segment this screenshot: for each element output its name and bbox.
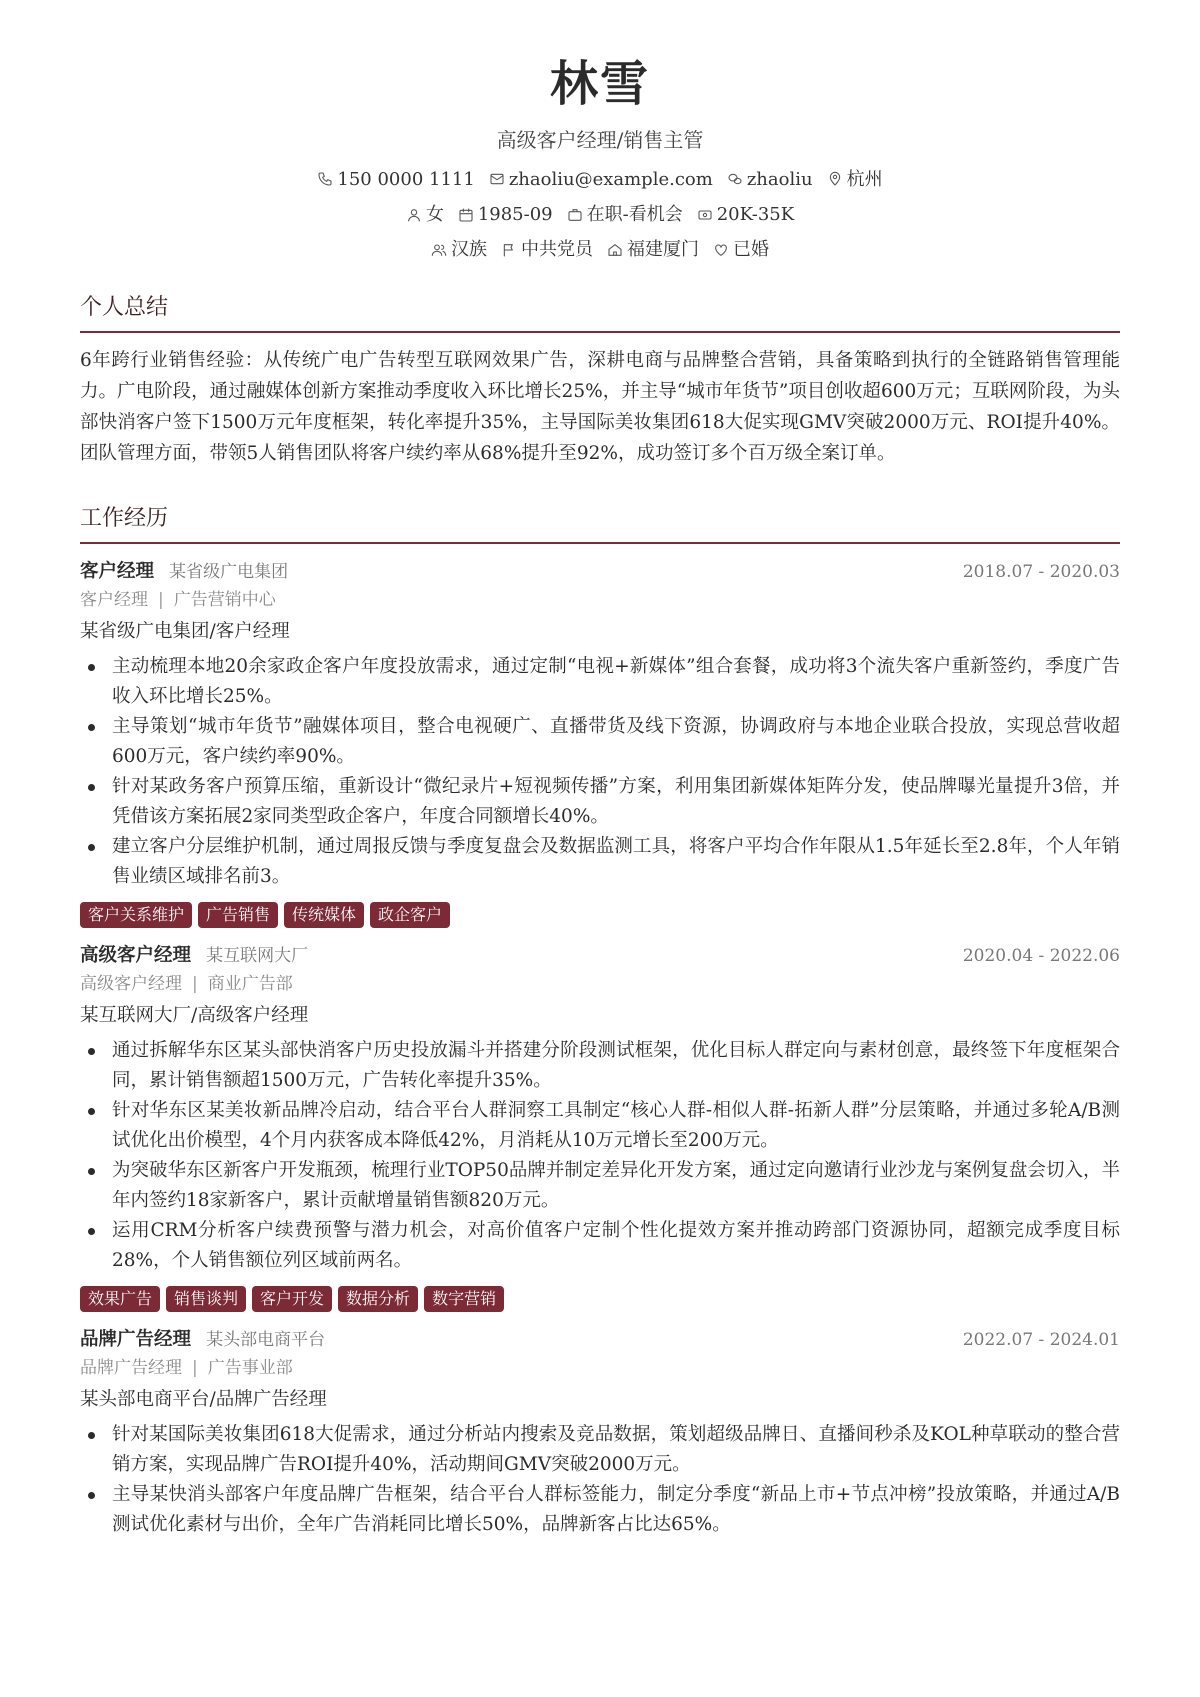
email-text: zhaoliu@example.com: [508, 168, 713, 190]
job-header: [80, 558, 1120, 586]
job-position: 客户经理: [80, 590, 148, 611]
job-org-line: 某互联网大厂/高级客户经理: [80, 1004, 309, 1026]
wechat-text: zhaoliu: [746, 168, 813, 190]
bullet-item: 为突破华东区新客户开发瓶颈，梳理行业TOP50品牌并制定差异化开发方案，通过定向邀请行业沙龙与案例复盘会切入，半年内签约18家新客户，累计贡献增量销售额820万元。: [80, 1156, 1120, 1216]
job-company: 某互联网大厂: [206, 945, 309, 966]
job-subtitle: [80, 972, 1120, 998]
job-department: 广告事业部: [207, 1358, 293, 1379]
skill-tag: 广告销售: [198, 902, 278, 928]
marital-item: [713, 237, 769, 262]
location-text: 杭州: [846, 168, 883, 190]
job-entry: [80, 1326, 1120, 1540]
bullet-item: 主导策划“城市年货节”融媒体项目，整合电视硬广、直播带货及线下资源，协调政府与本地企业联合投放，实现总营收超600万元，客户续约率90%。: [80, 712, 1120, 772]
party-text: 中共党员: [521, 239, 593, 261]
skill-tags: [80, 1286, 1120, 1312]
wechat-icon: [727, 171, 743, 187]
bullet-item: 主导某快消头部客户年度品牌广告框架，结合平台人群标签能力，制定分季度“新品上市+节点冲榜”投放策略，并通过A/B测试优化素材与出价，全年广告消耗同比增长50%，品牌新客占比达65%。: [80, 1480, 1120, 1540]
birth-item: [458, 202, 553, 227]
mail-icon: [489, 171, 505, 187]
party-item: [501, 237, 593, 262]
user-icon: [406, 207, 422, 223]
phone-text: 150 0000 1111: [337, 168, 475, 190]
skill-tag: 客户关系维护: [80, 902, 192, 928]
job-bullets: [80, 1420, 1120, 1540]
location-item: [827, 167, 883, 192]
job-role: 品牌广告经理: [80, 1328, 192, 1350]
summary-section: [80, 294, 1120, 469]
gender-text: 女: [425, 203, 444, 225]
location-icon: [827, 171, 843, 187]
summary-text: 6年跨行业销售经验：从传统广电广告转型互联网效果广告，深耕电商与品牌整合营销，具备策略到执行的全链路销售管理能力。广电阶段，通过融媒体创新方案推动季度收入环比增长25%，并主导“城市年货节”项目创收超600万元；互联网阶段，为头部快消客户签下1500万元年度框架，转化率提升35%，主导国际美妆集团618大促实现GMV突破2000万元、ROI提升40%。团队管理方面，带领5人销售团队将客户续约率从68%提升至92%，成功签订多个百万级全案订单。: [80, 349, 1120, 464]
bullet-item: 通过拆解华东区某头部快消客户历史投放漏斗并搭建分阶段测试框架，优化目标人群定向与素材创意，最终签下年度框架合同，累计销售额超1500万元，广告转化率提升35%。: [80, 1036, 1120, 1096]
job-bullets: [80, 652, 1120, 892]
bullet-item: 针对某政务客户预算压缩，重新设计“微纪录片+短视频传播”方案，利用集团新媒体矩阵分发，使品牌曝光量提升3倍，并凭借该方案拓展2家同类型政企客户，年度合同额增长40%。: [80, 772, 1120, 832]
heart-icon: [713, 242, 729, 258]
skill-tag: 效果广告: [80, 1286, 160, 1312]
skill-tag: 传统媒体: [284, 902, 364, 928]
skill-tag: 数字营销: [424, 1286, 504, 1312]
job-department: 商业广告部: [207, 974, 293, 995]
hometown-text: 福建厦门: [627, 239, 699, 261]
marital-text: 已婚: [733, 239, 769, 261]
briefcase-icon: [567, 207, 583, 223]
job-company: 某头部电商平台: [206, 1329, 326, 1350]
gender-item: [406, 202, 444, 227]
job-header: [80, 1326, 1120, 1354]
home-icon: [607, 242, 623, 258]
phone-icon: [317, 171, 333, 187]
separator: |: [158, 590, 164, 611]
contact-row: [80, 167, 1120, 192]
bullet-item: 建立客户分层维护机制，通过周报反馈与季度复盘会及数据监测工具，将客户平均合作年限从1.5年延长至2.8年，个人年销售业绩区域排名前3。: [80, 832, 1120, 892]
people-icon: [431, 242, 447, 258]
bullet-item: 针对某国际美妆集团618大促需求，通过分析站内搜索及竞品数据，策划超级品牌日、直播间秒杀及KOL种草联动的整合营销方案，实现品牌广告ROI提升40%，活动期间GMV突破2000万元。: [80, 1420, 1120, 1480]
work-heading: 工作经历: [80, 505, 1120, 544]
job-date: 2020.04 - 2022.06: [962, 945, 1120, 966]
personal-row: [80, 202, 1120, 227]
status-text: 在职-看机会: [586, 203, 683, 225]
bullet-item: 主动梳理本地20余家政企客户年度投放需求，通过定制“电视+新媒体”组合套餐，成功将3个流失客户重新签约，季度广告收入环比增长25%。: [80, 652, 1120, 712]
birth-text: 1985-09: [477, 203, 553, 225]
status-item: [567, 202, 683, 227]
separator: |: [192, 1358, 198, 1379]
job-role: 高级客户经理: [80, 944, 192, 966]
summary-heading: 个人总结: [80, 294, 1120, 333]
ethnicity-item: [431, 237, 487, 262]
job-date: 2022.07 - 2024.01: [962, 1329, 1120, 1350]
skill-tag: 数据分析: [338, 1286, 418, 1312]
bullet-item: 运用CRM分析客户续费预警与潜力机会，对高价值客户定制个性化提效方案并推动跨部门资源协同，超额完成季度目标28%，个人销售额位列区域前两名。: [80, 1216, 1120, 1276]
job-position: 高级客户经理: [80, 974, 182, 995]
skill-tags: [80, 902, 1120, 928]
salary-text: 20K-35K: [716, 203, 795, 225]
calendar-icon: [458, 207, 474, 223]
resume-header: [80, 0, 1120, 262]
job-department: 广告营销中心: [173, 590, 276, 611]
work-section: [80, 505, 1120, 1540]
wechat-item[interactable]: [727, 167, 813, 192]
candidate-title: 高级客户经理/销售主管: [496, 127, 704, 152]
skill-tag: 政企客户: [370, 902, 450, 928]
job-subtitle: [80, 1356, 1120, 1382]
job-date: 2018.07 - 2020.03: [962, 561, 1120, 582]
candidate-name: 林雪: [549, 56, 650, 112]
job-position: 品牌广告经理: [80, 1358, 182, 1379]
background-row: [80, 237, 1120, 262]
skill-tag: 销售谈判: [166, 1286, 246, 1312]
salary-item: [697, 202, 794, 227]
bullet-item: 针对华东区某美妆新品牌冷启动，结合平台人群洞察工具制定“核心人群-相似人群-拓新人群”分层策略，并通过多轮A/B测试优化出价模型，4个月内获客成本降低42%，月消耗从10万元增长至200万元。: [80, 1096, 1120, 1156]
job-company: 某省级广电集团: [169, 561, 289, 582]
email-item[interactable]: [489, 167, 713, 192]
flag-icon: [501, 242, 517, 258]
job-bullets: [80, 1036, 1120, 1276]
phone-item[interactable]: [317, 167, 474, 192]
hometown-item: [607, 237, 699, 262]
skill-tag: 客户开发: [252, 1286, 332, 1312]
job-entry: [80, 942, 1120, 1312]
money-icon: [697, 207, 713, 223]
job-header: [80, 942, 1120, 970]
job-org-line: 某省级广电集团/客户经理: [80, 620, 290, 642]
job-subtitle: [80, 588, 1120, 614]
ethnicity-text: 汉族: [451, 239, 487, 261]
separator: |: [192, 974, 198, 995]
job-org-line: 某头部电商平台/品牌广告经理: [80, 1388, 327, 1410]
job-role: 客户经理: [80, 560, 155, 582]
job-entry: [80, 558, 1120, 928]
